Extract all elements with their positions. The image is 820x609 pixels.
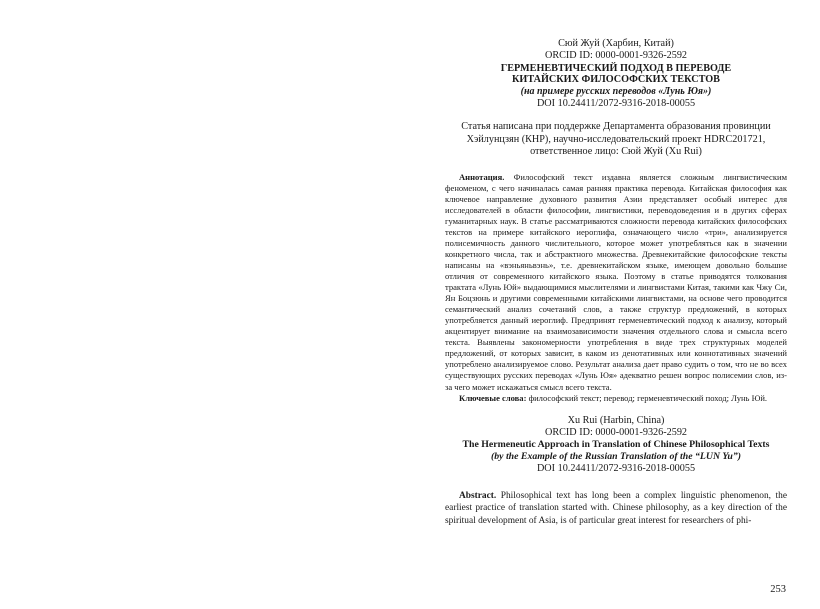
en-subtitle: (by the Example of the Russian Translation of the “LUN Yu”) <box>490 451 742 463</box>
support-line3: ответственное лицо: Сюй Жуй (Xu Rui) <box>530 146 702 158</box>
page-number: 253 <box>770 584 786 595</box>
ru-title-line1: ГЕРМЕНЕВТИЧЕСКИЙ ПОДХОД В ПЕРЕВОДЕ <box>500 62 732 74</box>
ru-header <box>445 38 787 110</box>
keywords-ru-text: философский текст; перевод; герменевтический поход; Лунь Юй. <box>528 392 768 403</box>
en-title: The Hermeneutic Approach in Translation of Chinese Philosophical Texts <box>462 439 770 451</box>
keywords-ru <box>445 393 787 404</box>
abstract-ru-label: Аннотация. <box>459 171 505 182</box>
journal-page <box>445 38 787 598</box>
abstract-ru-text: Философский текст издавна является сложным лингвистическим феноменом, с чего начиналась самая ранняя практика перевода. Китайская философия как ключевое направление духовного развития Азии представляет особый интерес для исследователей в области философии, лингвистики, переводоведения и в других сферах гуманитарных наук. В статье рассматриваются сложности перевода китайских философских текстов на примере китайского иероглифа, означающего число «три», анализируется полисемичность данного числительного, которое может употребляться как в значении конкретного числа, так и абстрактного множества. Древнекитайские философские тексты написаны на «вэньяньвэнь», т.е. древнекитайском языке, имеющем довольно большие отличия от современного китайского языка. Поэтому в статье приводятся толкования трактата «Лунь Юй» выдающимися мыслителями и лингвистами Китая, такими как Чжу Си, Ян Боцзюнь и другими современными китайскими лингвистами, на основе чего проводится семантический анализ сочетаний слов, а также структур предложений, в которых употребляется данный иероглиф. Предпринят герменевтический подход к анализу, который акцентирует внимание на взаимозависимости значения отдельного слова и смысла всего текста. Выявлены закономерности употребления в виде трех структурных моделей предложений, от которых зависит, в каком из денотативных или коннотативных значений употреблено анализируемое слово. Результат анализа дает право судить о том, что не во всех существующих русских переводах «Лунь Юя» адекватно решен вопрос полисемии слов, из-за чего может искажаться смысл всего текста. <box>445 171 787 392</box>
ru-orcid: ORCID ID: 0000-0001-9326-2592 <box>544 50 688 62</box>
ru-subtitle: (на примере русских переводов «Лунь Юя») <box>520 86 712 97</box>
support-line2: Хэйлунцзян (КНР), научно-исследовательский проект HDRC201721, <box>466 133 766 145</box>
ru-doi: DOI 10.24411/2072-9316-2018-00055 <box>536 98 696 109</box>
abstract-en <box>445 490 787 527</box>
en-orcid: ORCID ID: 0000-0001-9326-2592 <box>544 427 688 439</box>
abstract-ru <box>445 172 787 393</box>
ru-author: Сюй Жуй (Харбин, Китай) <box>558 38 674 49</box>
en-author: Xu Rui (Harbin, China) <box>567 414 665 426</box>
en-header <box>445 415 787 476</box>
support-note <box>445 121 787 158</box>
ru-title-line2: КИТАЙСКИХ ФИЛОСОФСКИХ ТЕКСТОВ <box>512 74 720 86</box>
keywords-ru-label: Ключевые слова: <box>459 392 527 403</box>
en-doi: DOI 10.24411/2072-9316-2018-00055 <box>536 463 696 475</box>
abstract-en-text: Philosophical text has long been a complex linguistic phenomenon, the earliest practice of translation started with. Chinese philosophy, as a key direction of the spiritual development of Asia, is of particular great interest for researchers of phi- <box>445 490 787 526</box>
abstract-en-label: Abstract. <box>459 490 497 501</box>
support-line1: Статья написана при поддержке Департамента образования провинции <box>461 121 771 133</box>
